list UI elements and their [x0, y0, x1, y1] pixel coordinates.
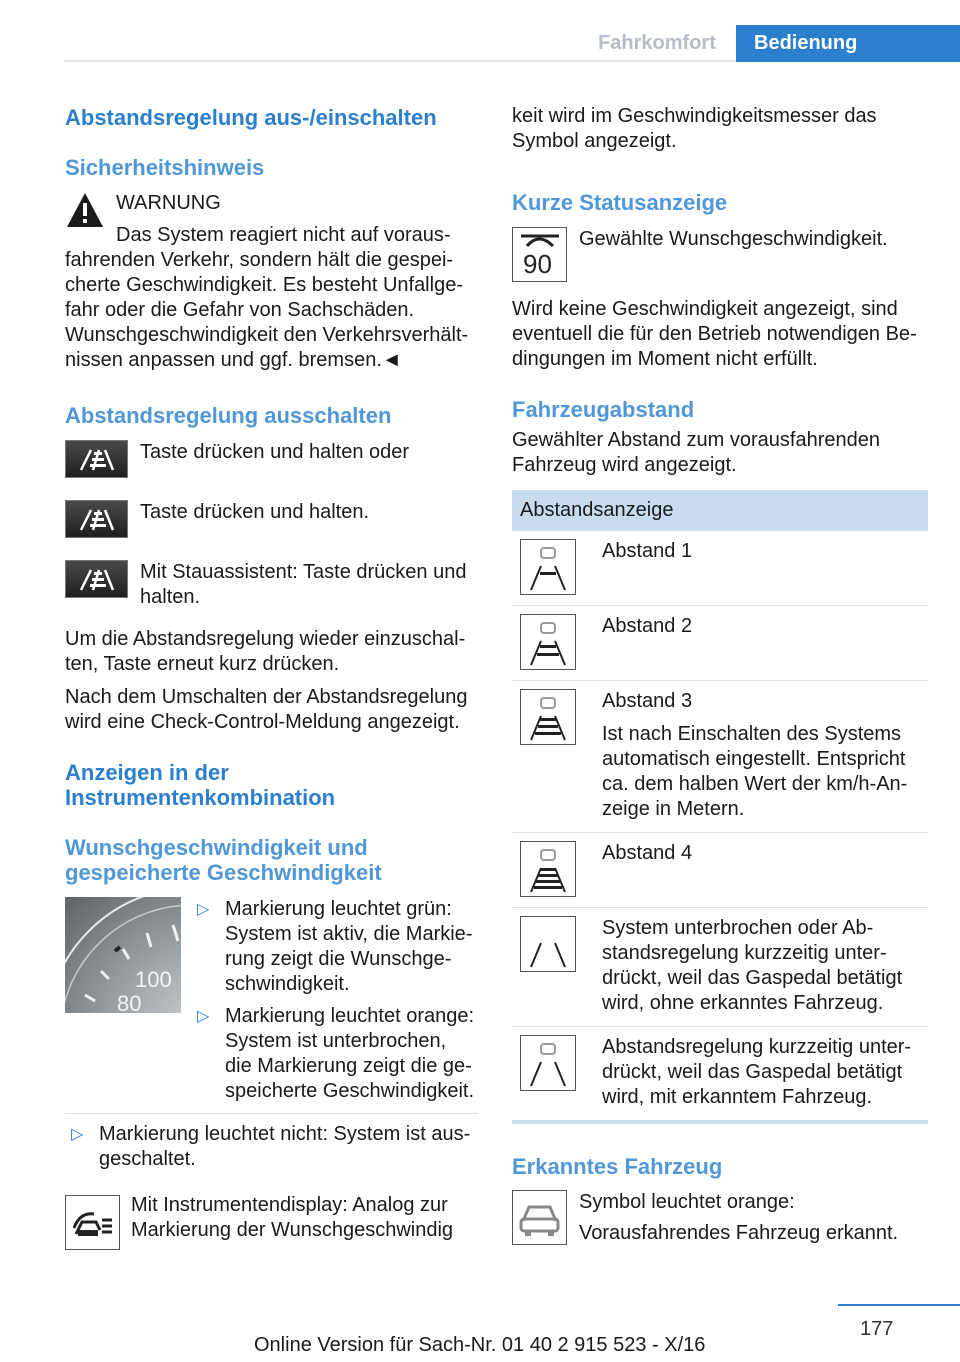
table-row — [512, 908, 928, 1027]
list-item: ▷ Markierung leuchtet orange: System ist unterbrochen, die Markierung zeigt die gespeicherte Geschwindigkeit. — [191, 1004, 478, 1104]
display-note-text: Mit Instrumentendisplay: Analog zur Markierung der Wunschgeschwindig — [131, 1194, 454, 1241]
status-text: Gewählte Wunschgeschwindigkeit. — [579, 228, 888, 250]
off-step-1-text: Taste drücken und halten oder — [140, 441, 410, 463]
lanes-vehicle-icon — [520, 1035, 576, 1091]
table-row — [512, 531, 928, 606]
warning-triangle-icon — [65, 191, 105, 231]
reenable-text: Um die Abstandsregelung wieder einzuschalten, Taste erneut kurz drücken. — [65, 628, 466, 675]
section-title: Abstandsregelung aus-/einschalten — [65, 105, 437, 130]
table-row — [512, 606, 928, 681]
table-header: Abstandsanzeige — [512, 490, 928, 531]
footer-rule — [838, 1304, 960, 1306]
off-heading: Abstandsregelung ausschalten — [65, 403, 392, 428]
display-note — [65, 1193, 478, 1250]
warning-text: Das System reagiert nicht auf vorausfahrenden Verkehr, sondern hält die gespeicherte Geschwindigkeit. Es besteht Unfallgefahr oder die Gefahr von Sachschäden. Wunschgeschwindigkeit den Verkehrsverhältnissen anpassen und ggf. bremsen.◄ — [65, 224, 469, 371]
safety-heading: Sicherheitshinweis — [65, 155, 265, 180]
detected-line-2: Vorausfahrendes Fahrzeug erkannt. — [579, 1222, 899, 1244]
speedometer-image — [65, 897, 181, 1013]
speedo-label-80: 80 — [117, 991, 142, 1013]
distance-4-icon — [520, 841, 576, 897]
list-item: ▷ Markierung leuchtet nicht: System ist ausgeschaltet. — [65, 1122, 478, 1172]
detected-row — [512, 1190, 928, 1246]
speed-heading: Wunschgeschwindigkeit und gespeicherte Geschwindigkeit — [65, 835, 382, 885]
detected-line-1: Symbol leuchtet orange: — [579, 1191, 795, 1213]
speedo-block — [65, 897, 478, 1104]
tab-bedienung[interactable]: Bedienung — [736, 25, 960, 62]
distance-button-icon — [65, 440, 128, 478]
distance-row-text: Abstand 2 — [602, 615, 693, 637]
marker-bullets — [191, 897, 478, 1104]
distance-row-text: System unterbrochen oder Abstandsregelung kurzzeitig unterdrückt, weil das Gaspedal betätigt wird, ohne erkanntes Fahrzeug. — [602, 917, 903, 1014]
warning-block — [65, 191, 478, 373]
warning-label: WARNUNG — [116, 192, 221, 214]
off-step-2 — [65, 500, 478, 538]
distance-3-icon — [520, 689, 576, 745]
distance-row-extra: Ist nach Einschalten des Systems automatisch eingestellt. Entspricht ca. dem halben Wert der km/h-Anzeige in Metern. — [602, 723, 908, 820]
marker-bullets-2 — [65, 1113, 478, 1172]
status-heading: Kurze Statusanzeige — [512, 190, 728, 215]
status-speed-icon — [512, 227, 567, 282]
off-step-3 — [65, 560, 478, 610]
off-step-1 — [65, 440, 478, 478]
tab-fahrkomfort[interactable]: Fahrkomfort — [598, 32, 716, 54]
right-column — [512, 100, 928, 1246]
footer-version: Online Version für Sach-Nr. 01 40 2 915 523 - X/16 — [254, 1334, 706, 1356]
instrument-display-icon — [65, 1195, 120, 1250]
distance-heading: Fahrzeugabstand — [512, 397, 695, 422]
status-row — [512, 227, 928, 282]
distance-button-icon — [65, 500, 128, 538]
distance-button-icon — [65, 560, 128, 598]
distance-1-icon — [520, 539, 576, 595]
table-row — [512, 681, 928, 833]
table-row — [512, 833, 928, 908]
detected-heading: Erkanntes Fahrzeug — [512, 1154, 723, 1179]
continued-text: keit wird im Geschwindigkeitsmesser das Symbol angezeigt. — [512, 105, 877, 152]
vehicle-detected-icon — [512, 1190, 567, 1245]
distance-row-text: Abstand 4 — [602, 842, 693, 864]
lanes-only-icon — [520, 916, 576, 972]
table-row — [512, 1027, 928, 1123]
distance-row-text: Abstand 1 — [602, 540, 693, 562]
distance-table — [512, 490, 928, 1124]
distance-intro: Gewählter Abstand zum vorausfahrenden Fahrzeug wird angezeigt. — [512, 429, 880, 476]
list-item: ▷ Markierung leuchtet grün: System ist aktiv, die Markierung zeigt die Wunschgeschwindigkeit. — [191, 897, 478, 997]
off-step-2-text: Taste drücken und halten. — [140, 501, 370, 523]
speedo-label-100: 100 — [135, 967, 172, 992]
status-speed-value: 90 — [523, 249, 552, 279]
after-switch-text: Nach dem Umschalten der Abstandsregelung wird eine Check-Control-Meldung angezeigt. — [65, 686, 468, 733]
no-speed-text: Wird keine Geschwindigkeit angezeigt, sind eventuell die für den Betrieb notwendigen Bedingungen im Moment nicht erfüllt. — [512, 298, 917, 370]
distance-2-icon — [520, 614, 576, 670]
left-column — [65, 100, 478, 1250]
instrument-heading: Anzeigen in der Instrumentenkombination — [65, 760, 336, 810]
page-number: 177 — [860, 1318, 894, 1340]
off-step-3-text: Mit Stauassistent: Taste drücken und halten. — [140, 561, 467, 608]
distance-row-text: Abstandsregelung kurzzeitig unterdrückt, weil das Gaspedal betätigt wird, mit erkanntem Fahrzeug. — [602, 1036, 912, 1108]
distance-row-text: Abstand 3 — [602, 690, 693, 712]
